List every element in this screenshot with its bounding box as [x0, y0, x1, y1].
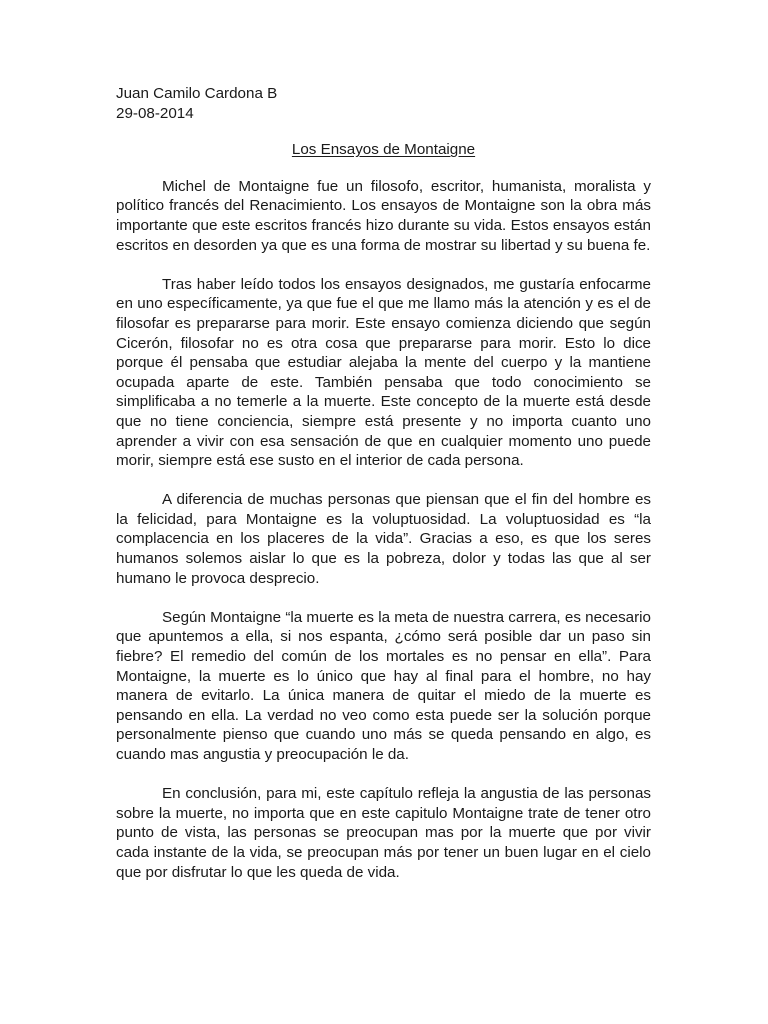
paragraph-4: Según Montaigne “la muerte es la meta de nuestra carrera, es necesario que apuntemos a ella, si nos espanta, ¿cómo será posible dar un paso sin fiebre? El remedio del común de los mortales es no pensar en ella”. Para Montaigne, la muerte es lo único que hay al final para el hombre, no hay manera de evitarlo. La única manera de quitar el miedo de la muerte es pensando en ella. La verdad no veo como esta puede ser la solución porque personalmente pienso que cuando uno más se queda pensando en algo, es cuando mas angustia y preocupación le da. [116, 608, 651, 763]
author-name: Juan Camilo Cardona B [116, 85, 278, 102]
paragraph-3: A diferencia de muchas personas que piensan que el fin del hombre es la felicidad, para Montaigne es la voluptuosidad. La voluptuosidad es “la complacencia en los placeres de la vida”. Gracias a eso, es que los seres humanos solemos aislar lo que es la pobreza, dolor y todas las que al ser humano le provoca desprecio. [116, 491, 651, 587]
document-body [116, 84, 651, 902]
document-date: 29-08-2014 [116, 104, 194, 122]
paragraph-1: Michel de Montaigne fue un filosofo, escritor, humanista, moralista y político francés del Renacimiento. Los ensayos de Montaigne son la obra más importante que este escritos francés hizo durante su vida. Estos ensayos están escritos en desorden ya que es una forma de mostrar su libertad y su buena fe. [116, 177, 651, 254]
paragraph-2: Tras haber leído todos los ensayos designados, me gustaría enfocarme en uno específicamente, ya que fue el que me llamo más la atención y es el de filosofar es prepararse para morir. Este ensayo comienza diciendo que según Cicerón, filosofar no es otra cosa que prepararse para morir. Esto lo dice porque él pensaba que estudiar alejaba la mente del cuerpo y la mantiene ocupada aparte de este. También pensaba que todo conocimiento se simplificaba a no temerle a la muerte. Este concepto de la muerte está desde que no tiene conciencia, siempre está presente y no importa cuanto uno aprender a vivir con esa sensación de que en cualquier momento uno puede morir, siempre está ese susto en el interior de cada persona. [116, 275, 651, 470]
document-title: Los Ensayos de Montaigne [291, 141, 476, 159]
paragraph-5: En conclusión, para mi, este capítulo refleja la angustia de las personas sobre la muerte, no importa que en este capitulo Montaigne trate de tener otro punto de vista, las personas se preocupan mas por la muerte que por vivir cada instante de la vida, se preocupan más por tener un buen lugar en el cielo que por disfrutar lo que les queda de vida. [116, 785, 651, 881]
